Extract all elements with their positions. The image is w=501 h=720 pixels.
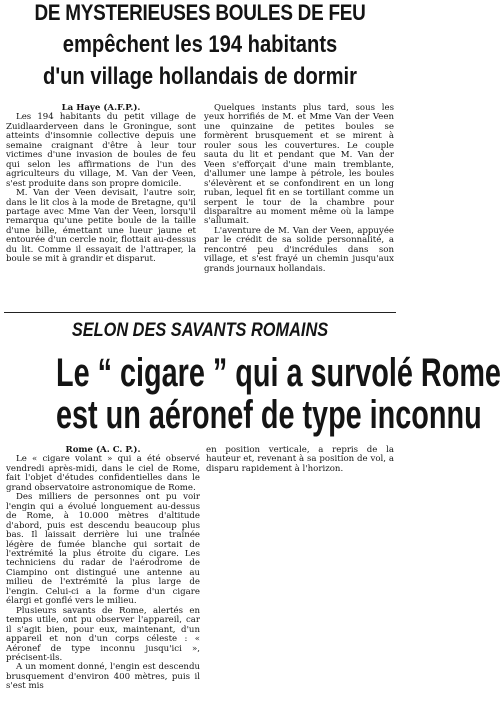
article2-right-column — [206, 446, 394, 474]
article1-paragraph: Quelques instants plus tard, sous les yeux horrifiés de M. et Mme Van der Veen une quinzaine de petites boules se formèrent brusquement et se mirent à rouler sous les couvertures. Le couple sauta du lit et pendant que M. Van der Veen s'efforçait d'une main tremblante, d'allumer une lampe à pétrole, les boules s'élevèrent et se confondirent en un long ruban, lequel fit en se tortillant comme un serpent le tour de la chambre pour disparaître au moment même où la lampe s'allumait. — [204, 103, 394, 227]
article1-headline-line1: DE MYSTERIEUSES BOULES DE FEU — [34, 0, 366, 25]
article1-paragraph: Les 194 habitants du petit village de Zuidlaarderveen dans le Groningue, sont atteints d'insomnie collective depuis une semaine craignant d'être à leur tour victimes d'une invasion de boules de feu qui selon les affirmations de l'un des agriculteurs du village, M. Van der Veen, s'est produite dans son propre domicile. — [6, 112, 196, 189]
article2-paragraph: Le « cigare volant » qui a été observé vendredi après-midi, dans le ciel de Rome, fait l'objet d'études confidentielles dans le grand observatoire astronomique de Rome. — [6, 454, 200, 493]
article2-paragraph: A un moment donné, l'engin est descendu brusquement d'environ 400 mètres, puis il s'est mis — [6, 662, 200, 692]
article2-headline-line2: est un aéronef de type inconnu — [56, 393, 482, 437]
article-separator-rule — [4, 312, 396, 313]
article1-right-column — [204, 104, 394, 274]
article2-dateline: Rome (A. C. P.). — [65, 445, 141, 455]
article2-headline-line1: Le “ cigare ” qui a survolé Rome — [56, 351, 501, 395]
article2-paragraph: Des milliers de personnes ont pu voir l'engin qui a évolué longuement au-dessus de Rome, à 10.000 mètres d'altitude d'abord, puis est descendu beaucoup plus bas. Il laissait derrière lui une traînée légère de fumée blanche qui sortait de l'extrémité la plus étroite du cigare. Les techniciens du radar de l'aérodrome de Ciampino ont distingué une antenne au milieu de l'extrémité la plus large de l'engin. Celui-ci a la forme d'un cigare élargi et gonflé vers le milieu. — [6, 492, 200, 607]
article1-left-column — [6, 104, 196, 265]
article1-headline-line2: empêchent les 194 habitants — [62, 31, 338, 58]
article2-kicker: SELON DES SAVANTS ROMAINS — [71, 320, 329, 341]
article2-paragraph: Plusieurs savants de Rome, alertés en temps utile, ont pu observer l'appareil, car il s'agit bien, pour eux, maintenant, d'un appareil et non d'un corps céleste : « Aéronef de type inconnu jusqu'ici », précisent-ils. — [6, 605, 200, 663]
article1-paragraph: M. Van der Veen devisait, l'autre soir, dans le lit clos à la mode de Bretagne, qu'il partage avec Mme Van der Veen, lorsqu'il remarqua qu'une petite boule de la taille d'une bille, émettant une lueur jaune et entourée d'un cercle noir, flottait au-dessus du lit. Comme il essayait de l'attraper, la boule se mit à grandir et disparut. — [6, 188, 196, 265]
article1-dateline: La Haye (A.F.P.). — [61, 103, 141, 113]
article1-paragraph: L'aventure de M. Van der Veen, appuyée par le crédit de sa solide personnalité, a rencontré peu d'incrédules dans son village, et s'est frayé un chemin jusqu'aux grands journaux hollandais. — [204, 225, 394, 274]
article2-left-column — [6, 446, 200, 692]
article1-headline-line3: d'un village hollandais de dormir — [43, 63, 357, 90]
article2-paragraph: en position verticale, a repris de la hauteur et, revenant à sa position de vol, a disparu rapidement à l'horizon. — [206, 445, 394, 474]
